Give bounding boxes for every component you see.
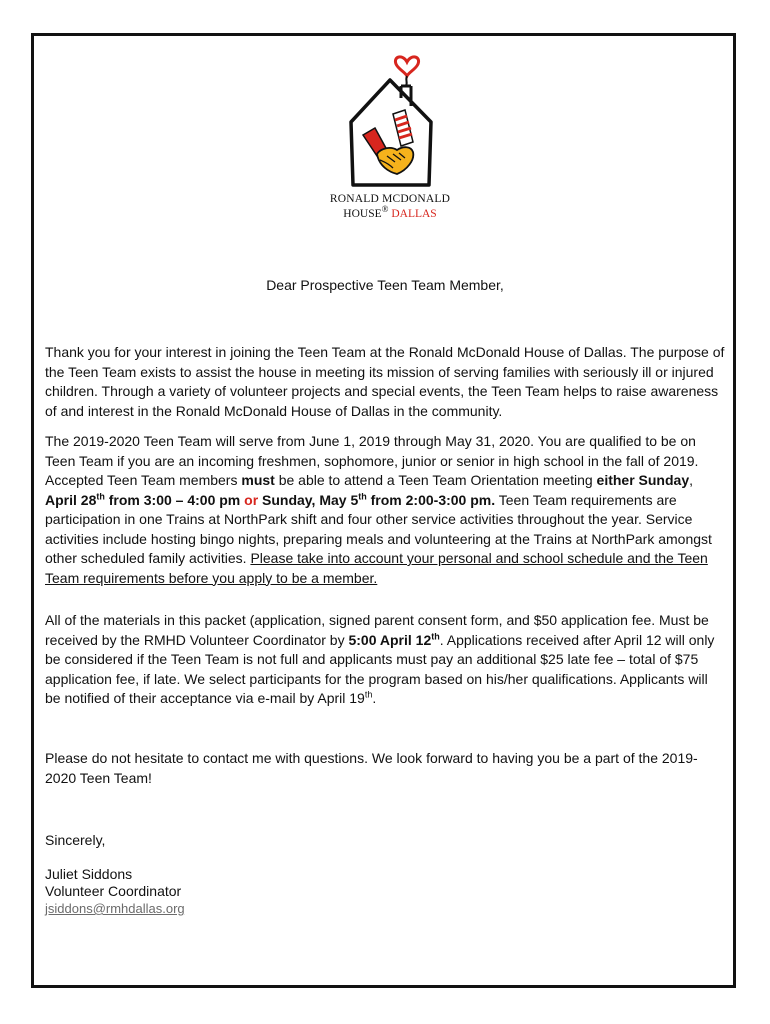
signer-name: Juliet Siddons — [45, 866, 133, 882]
logo-text-line2: HOUSE® DALLAS — [343, 204, 437, 220]
paragraph-contact: Please do not hesitate to contact me with questions. We look forward to having you be a part of the 2019-2020 Teen Team! — [45, 750, 698, 786]
signature-block — [45, 866, 185, 917]
logo-text-line1: RONALD MCDONALD — [329, 193, 451, 205]
salutation: Dear Prospective Teen Team Member, — [266, 277, 504, 293]
signer-title: Volunteer Coordinator — [45, 883, 182, 899]
rmhc-logo — [320, 50, 460, 230]
paragraph-application: All of the materials in this packet (application, signed parent consent form, and $50 application fee. Must be received by the RMHD Volunteer Coordinator by 5:00 April 12th. Applications received after April 12 will only be considered if the Teen Team is not full and applicants must pay an additional $25 late fee – total of $75 application fee, if late. We select participants for the program based on his/her qualifications. Applicants will be notified of their acceptance via e-mail by April 19th. — [45, 612, 715, 706]
paragraph-requirements: The 2019-2020 Teen Team will serve from June 1, 2019 through May 31, 2020. You are qualified to be on Teen Team if you are an incoming freshmen, sophomore, junior or senior in high school in the fall of 2019. Accepted Teen Team members must be able to attend a Teen Team Orientation meeting either Sunday, April 28th from 3:00 – 4:00 pm or Sunday, May 5th from 2:00-3:00 pm. Teen Team requirements are participation in one Trains at NorthPark shift and four other service activities throughout the year. Service activities include hosting bingo nights, preparing meals and volunteering at the Trains at NorthPark amongst other scheduled family activities. Please take into account your personal and school schedule and the Teen Team requirements before you apply to be a member. — [45, 433, 712, 586]
schedule-notice: Please take into account your personal and school schedule and the Teen Team requirements before you apply to be a member. — [45, 550, 708, 586]
house-hands-logo-icon — [335, 50, 445, 190]
paragraph-intro: Thank you for your interest in joining the Teen Team at the Ronald McDonald House of Dallas. The purpose of the Teen Team exists to assist the house in meeting its mission of serving families with seriously ill or injured children. Through a variety of volunteer projects and special events, the Teen Team helps to raise awareness of and interest in the Ronald McDonald House of Dallas in the community. — [45, 344, 725, 419]
closing: Sincerely, — [45, 832, 106, 848]
email-link[interactable]: jsiddons@rmhdallas.org — [45, 901, 185, 916]
